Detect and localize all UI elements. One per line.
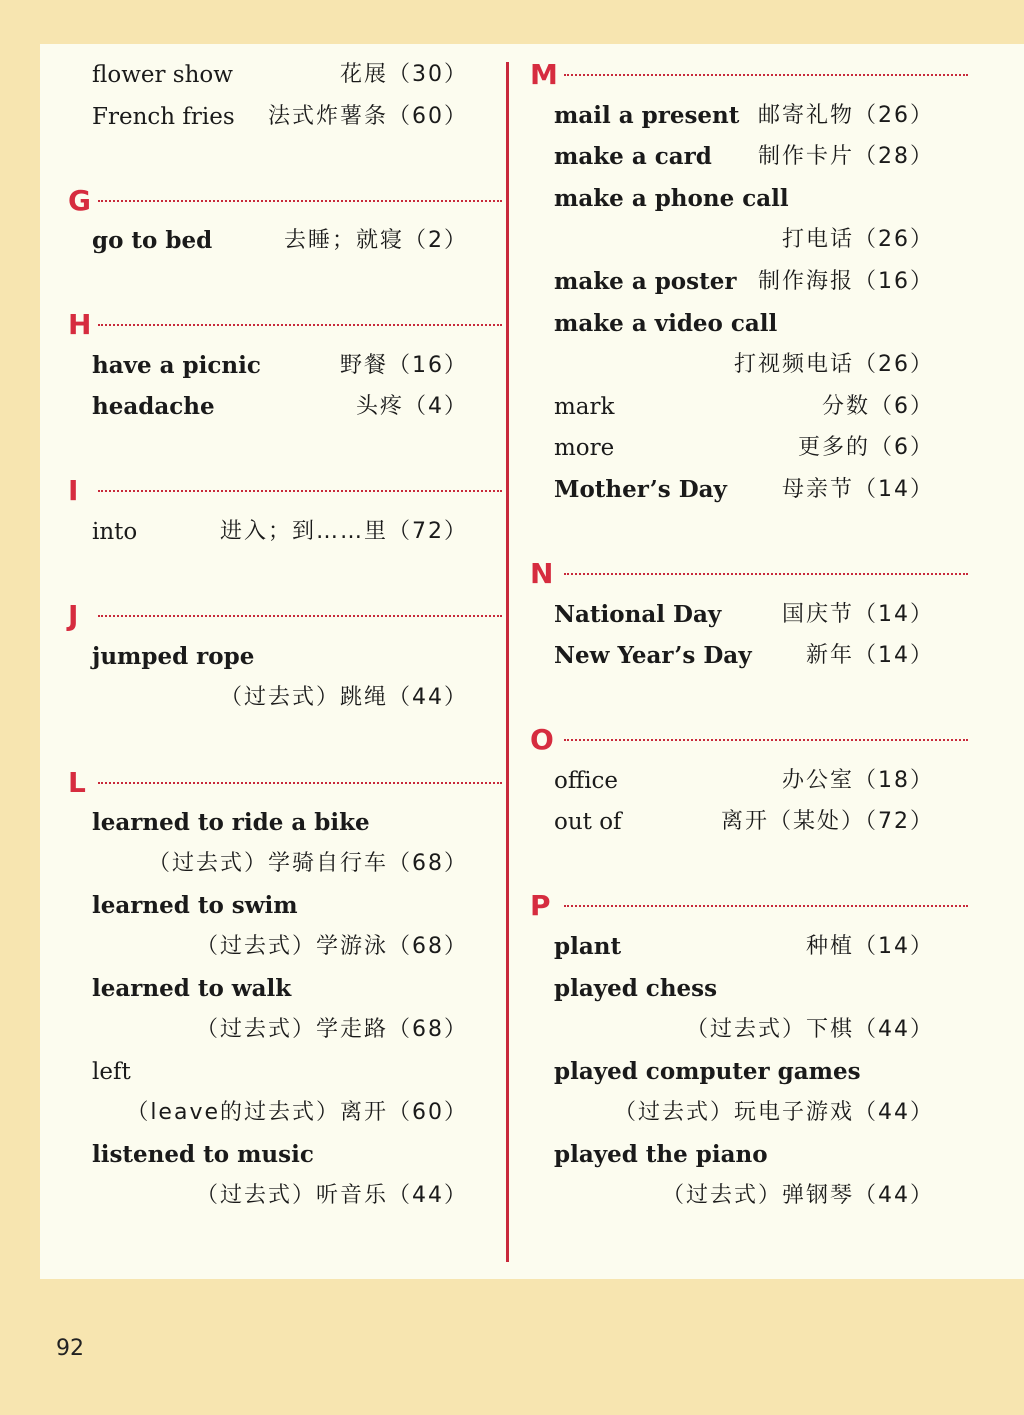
entry-meaning: 打视频电话（26） [734,352,934,377]
entry-continuation [92,681,468,715]
entry-meaning: 打电话（26） [782,227,934,252]
entry-word: jumped rope [92,643,255,670]
page-number: 92 [56,1336,84,1361]
section-header-i [68,474,502,508]
entry-meaning: 进入；到……里（72） [220,519,468,544]
entry-continuation [554,1179,934,1213]
entry-meaning: 头疼（4） [356,394,468,419]
dotted-rule [564,905,968,907]
section-letter: M [530,58,558,91]
entry [554,431,934,465]
entry [92,58,468,92]
dotted-rule [564,573,968,575]
entry [92,806,468,840]
entry [92,390,468,424]
entry [554,182,934,216]
entry-meaning: （过去式）学游泳（68） [196,934,468,959]
section-letter: H [68,308,92,341]
entry-word: learned to swim [92,892,298,919]
entry [92,972,468,1006]
entry-meaning: 制作海报（16） [758,269,934,294]
entry [554,972,934,1006]
entry-continuation [92,847,468,881]
entry [554,265,934,299]
entry-meaning: （过去式）下棋（44） [686,1017,934,1042]
entry-word: mail a present [554,102,740,129]
entry-meaning: 邮寄礼物（26） [758,103,934,128]
entry-meaning: 野餐（16） [340,353,468,378]
section-letter: I [68,474,79,507]
entry [554,140,934,174]
entry-meaning: （过去式）学走路（68） [196,1017,468,1042]
entry-meaning: 法式炸薯条（60） [268,104,468,129]
entry-word: listened to music [92,1141,314,1168]
section-letter: P [530,889,551,922]
entry [554,390,934,424]
entry-word: French fries [92,104,235,130]
entry-word: played chess [554,975,718,1002]
entry-meaning: 国庆节（14） [782,602,934,627]
entry [92,349,468,383]
dotted-rule [98,615,502,617]
column-divider [506,62,509,1262]
entry-word: National Day [554,601,722,628]
entry-meaning: 花展（30） [340,62,468,87]
entry-meaning: （过去式）弹钢琴（44） [662,1183,934,1208]
entry-word: played computer games [554,1058,861,1085]
section-header-n [530,557,968,591]
section-letter: G [68,184,91,217]
entry-word: make a card [554,143,712,170]
section-header-o [530,723,968,757]
entry-word: left [92,1059,131,1085]
entry-word: office [554,768,619,794]
entry [554,307,934,341]
entry [554,473,934,507]
entry [554,805,934,839]
entry [554,930,934,964]
entry-meaning: （leave的过去式）离开（60） [126,1100,468,1125]
section-header-l [68,766,502,800]
entry-word: New Year’s Day [554,642,752,669]
section-letter: J [68,599,79,632]
section-header-m [530,58,968,92]
section-header-p [530,889,968,923]
entry-continuation [554,223,934,257]
dotted-rule [98,490,502,492]
entry-continuation [554,1096,934,1130]
entry-continuation [92,1013,468,1047]
entry [554,1138,934,1172]
entry [554,1055,934,1089]
entry-word: mark [554,394,615,420]
entry-meaning: 办公室（18） [782,768,934,793]
entry-meaning: （过去式）听音乐（44） [196,1183,468,1208]
entry [554,639,934,673]
entry-word: learned to walk [92,975,292,1002]
section-letter: O [530,723,554,756]
entry-word: have a picnic [92,352,261,379]
entry-meaning: （过去式）学骑自行车（68） [148,851,468,876]
entry [92,889,468,923]
entry-continuation [554,1013,934,1047]
entry-meaning: 更多的（6） [798,435,934,460]
entry-word: headache [92,393,215,420]
entry-meaning: 离开（某处）（72） [721,809,934,834]
entry-word: into [92,519,138,545]
dotted-rule [98,324,502,326]
entry [554,764,934,798]
section-header-g [68,184,502,218]
entry-word: flower show [92,62,233,88]
entry-word: out of [554,809,622,835]
entry-meaning: 母亲节（14） [782,477,934,502]
entry [92,100,468,134]
entry [554,598,934,632]
section-header-h [68,308,502,342]
section-letter: N [530,557,554,590]
entry-meaning: （过去式）玩电子游戏（44） [614,1100,934,1125]
entry-meaning: （过去式）跳绳（44） [220,685,468,710]
entry [92,640,468,674]
section-header-j [68,599,502,633]
dotted-rule [98,200,502,202]
entry-continuation [554,348,934,382]
entry-word: plant [554,933,622,960]
entry [554,99,934,133]
entry-continuation [92,1179,468,1213]
entry-word: make a phone call [554,185,789,212]
entry-continuation [92,930,468,964]
entry-word: more [554,435,615,461]
entry-word: make a poster [554,268,737,295]
entry-word: played the piano [554,1141,768,1168]
entry-meaning: 新年（14） [806,643,934,668]
dotted-rule [98,782,502,784]
entry-meaning: 分数（6） [822,394,934,419]
entry-word: learned to ride a bike [92,809,370,836]
entry [92,515,468,549]
entry-meaning: 制作卡片（28） [758,144,934,169]
entry [92,1138,468,1172]
entry-word: go to bed [92,227,213,254]
entry-meaning: 种植（14） [806,934,934,959]
entry-continuation [92,1096,468,1130]
entry-word: Mother’s Day [554,476,727,503]
entry-word: make a video call [554,310,778,337]
entry [92,224,468,258]
glossary-page [40,44,1024,1279]
dotted-rule [564,739,968,741]
dotted-rule [564,74,968,76]
section-letter: L [68,766,86,799]
entry [92,1055,468,1089]
entry-meaning: 去睡；就寝（2） [284,228,468,253]
